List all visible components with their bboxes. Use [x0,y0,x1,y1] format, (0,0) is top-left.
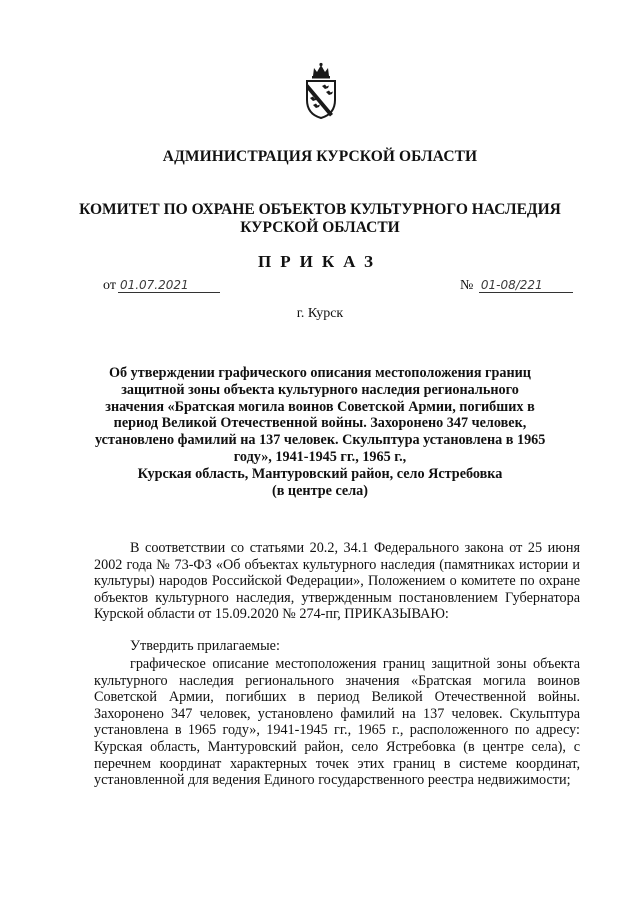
title-line: установлено фамилий на 137 человек. Скульптура установлена в 1965 [95,432,546,449]
title-line: период Великой Отечественной войны. Захоронено 347 человек, [113,415,527,432]
body-paragraph-3 [94,656,580,789]
paragraph-text: графическое описание местоположения границ защитной зоны объекта культурного наследия регионального значения «Братская могила воинов Советской Армии, погибших в период Великой Отечественной войны. Захоронено 347 человек, установлено фамилий на 137 человек. Скульптура установлена в 1965 году», 1941-1945 гг., 1965 г., расположенного по адресу: Курская область, Мантуровский район, село Ястребовка (в центре села), с перечнем координат характерных точек этих границ в системе координат, установленной для ведения Единого государственного реестра недвижимости; [94,656,580,789]
paragraph-text: В соответствии со статьями 20.2, 34.1 Федерального закона от 25 июня 2002 года № 73-ФЗ «Об объектах культурного наследия (памятниках истории и культуры) народов Российской Федерации», Положением о комитете по охране объектов культурного наследия, утвержденным постановлением Губернатора Курской области от 15.09.2020 № 274-пг, ПРИКАЗЫВАЮ: [94,540,580,623]
number-value: 01-08/221 [479,278,573,293]
paragraph-text: Утвердить прилагаемые: [130,638,280,654]
order-title [95,365,545,499]
body-paragraph-2 [94,638,580,655]
order-date [103,278,220,294]
body-paragraph-1 [94,540,580,623]
title-line: году», 1941-1945 гг., 1965 г., [233,448,407,465]
document-type: ПРИКАЗ [258,252,382,271]
committee-line-2: КУРСКОЙ ОБЛАСТИ [240,219,400,236]
date-prefix: от [103,278,116,293]
number-prefix: № [460,278,474,293]
title-line: Об утверждении графического описания местоположения границ [108,365,531,381]
committee-line-1: КОМИТЕТ ПО ОХРАНЕ ОБЪЕКТОВ КУЛЬТУРНОГО НАСЛЕДИЯ [79,201,561,218]
administration-title: АДМИНИСТРАЦИЯ КУРСКОЙ ОБЛАСТИ [162,148,478,165]
title-line: защитной зоны объекта культурного наследия регионального [121,381,519,398]
title-line: значения «Братская могила воинов Советской Армии, погибших в [105,398,535,415]
coat-of-arms-icon [303,62,339,120]
title-line: (в центре села) [271,482,368,499]
title-line: Курская область, Мантуровский район, село Ястребовка [137,465,503,482]
date-value: 01.07.2021 [118,278,220,293]
city: г. Курск [296,306,344,321]
committee-title [0,201,640,237]
order-number [460,278,573,294]
